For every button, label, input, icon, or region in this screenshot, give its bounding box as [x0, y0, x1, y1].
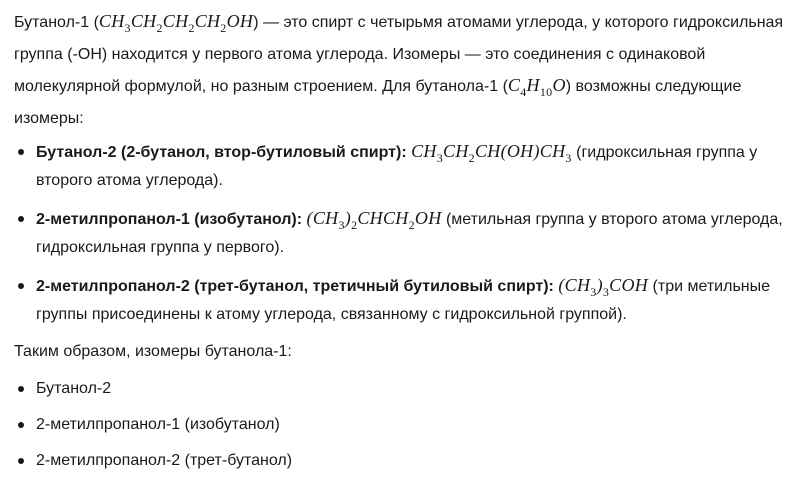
summary-list	[14, 371, 796, 479]
list-item: 2-метилпропанол-2 (трет-бутанол)	[14, 443, 796, 479]
isomer-formula: $CH_3CH_2CH(OH)CH_3$	[411, 141, 572, 165]
intro-paragraph	[14, 6, 796, 134]
list-item: 2-метилпропанол-1 (изобутанол)	[14, 407, 796, 443]
list-item: Бутанол-2	[14, 371, 796, 407]
molecular-formula: $C_4H_{10}O$	[507, 75, 566, 99]
isomer-description: (три метильные группы присоединены к атому углерода, связанному с гидроксильной группой).	[36, 278, 771, 323]
list-item	[14, 272, 796, 328]
list-item	[14, 205, 796, 261]
intro-text-1: Бутанол-1 (	[14, 14, 99, 31]
list-item	[14, 138, 796, 194]
isomer-name: 2-метилпропанол-1 (изобутанол):	[36, 211, 303, 228]
isomer-formula: $(CH_3)_2CHCH_2OH$	[306, 208, 442, 232]
isomer-formula: $(CH_3)_3COH$	[558, 275, 649, 299]
butanol-1-formula: $CH_3CH_2CH_2CH_2OH$	[98, 11, 254, 35]
isomer-name: 2-метилпропанол-2 (трет-бутанол, третичный бутиловый спирт):	[36, 278, 554, 295]
intro-text-3: ) возможны следующие изомеры:	[14, 78, 742, 127]
isomer-description: (гидроксильная группа у второго атома углерода).	[36, 144, 758, 189]
isomer-description: (метильная группа у второго атома углерода, гидроксильная группа у первого).	[36, 211, 783, 256]
isomer-name: Бутанол-2 (2-бутанол, втор-бутиловый спирт):	[36, 144, 407, 161]
conclusion-text: Таким образом, изомеры бутанола-1:	[14, 343, 292, 360]
intro-text-2: ) — это спирт с четырьмя атомами углерода, у которого гидроксильная группа (-OH) находится у первого атома углерода. Изомеры — это соединения с одинаковой молекулярной формулой, но разным строением. Для бутанола-1 (	[14, 14, 784, 95]
isomer-list	[14, 138, 796, 328]
